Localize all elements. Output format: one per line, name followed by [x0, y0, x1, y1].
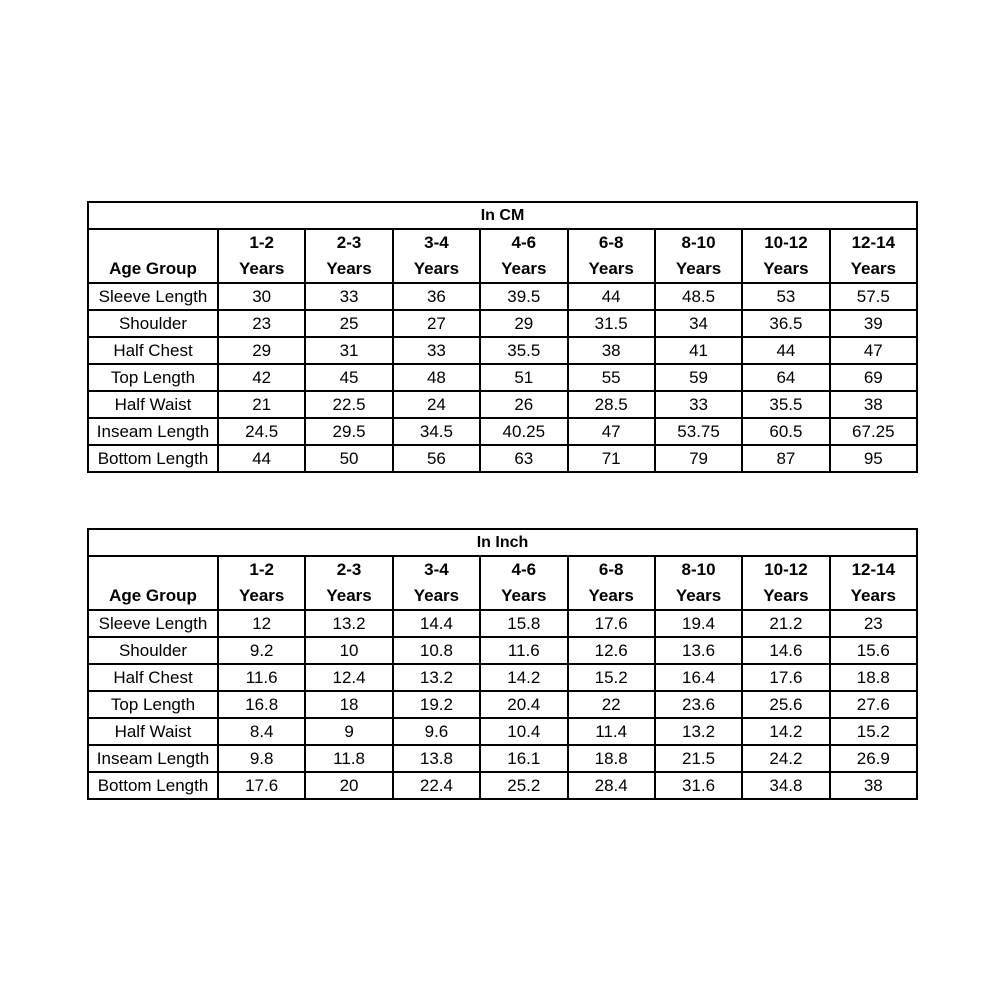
age-range-label: 8-10: [681, 233, 716, 252]
age-range-label: 3-4: [424, 560, 449, 579]
measurement-label: Half Waist: [88, 718, 218, 745]
age-column-header: [393, 229, 480, 283]
measurement-label: Inseam Length: [88, 418, 218, 445]
age-unit-label: Years: [763, 586, 809, 605]
measurement-value: 27: [393, 310, 480, 337]
age-unit-label: Years: [326, 586, 372, 605]
table-row: [88, 310, 917, 337]
measurement-value: 26.9: [830, 745, 917, 772]
age-range-label: 10-12: [764, 560, 808, 579]
measurement-value: 18: [305, 691, 392, 718]
measurement-value: 27.6: [830, 691, 917, 718]
measurement-value: 29.5: [305, 418, 392, 445]
measurement-value: 21.5: [655, 745, 742, 772]
measurement-value: 34.8: [742, 772, 829, 799]
table-row: [88, 364, 917, 391]
measurement-value: 17.6: [568, 610, 655, 637]
measurement-value: 29: [218, 337, 305, 364]
measurement-value: 25: [305, 310, 392, 337]
age-unit-label: Years: [413, 259, 460, 278]
measurement-label: Bottom Length: [88, 445, 218, 472]
measurement-value: 95: [830, 445, 917, 472]
measurement-label: Sleeve Length: [88, 610, 218, 637]
measurement-value: 16.4: [655, 664, 742, 691]
age-unit-label: Years: [675, 586, 722, 605]
age-range-label: 6-8: [598, 560, 624, 579]
measurement-label: Shoulder: [88, 637, 218, 664]
measurement-value: 24.2: [742, 745, 829, 772]
measurement-value: 51: [480, 364, 567, 391]
age-unit-label: Years: [850, 586, 896, 605]
age-column-header: [655, 229, 742, 283]
age-range-label: 12-14: [851, 233, 896, 252]
measurement-value: 63: [480, 445, 567, 472]
measurement-value: 14.2: [742, 718, 829, 745]
measurement-value: 38: [830, 391, 917, 418]
measurement-value: 20: [305, 772, 392, 799]
measurement-value: 35.5: [480, 337, 567, 364]
measurement-value: 14.4: [393, 610, 480, 637]
age-range-label: 1-2: [249, 233, 274, 252]
measurement-value: 42: [218, 364, 305, 391]
measurement-value: 31: [305, 337, 392, 364]
measurement-label: Half Waist: [88, 391, 218, 418]
table-title: In Inch: [88, 529, 917, 556]
age-unit-label: Years: [588, 586, 634, 605]
age-unit-label: Years: [850, 259, 896, 278]
measurement-value: 15.2: [830, 718, 917, 745]
age-range-label: 4-6: [511, 560, 537, 579]
age-column-header: [742, 229, 829, 283]
table-row: [88, 718, 917, 745]
measurement-value: 24: [393, 391, 480, 418]
age-range-label: 2-3: [336, 560, 362, 579]
measurement-value: 69: [830, 364, 917, 391]
measurement-value: 44: [218, 445, 305, 472]
measurement-value: 16.1: [480, 745, 567, 772]
inch-size-table: [87, 528, 918, 800]
age-column-header: [830, 556, 917, 610]
measurement-value: 67.25: [830, 418, 917, 445]
measurement-value: 31.5: [568, 310, 655, 337]
measurement-value: 10.4: [480, 718, 567, 745]
table-row: [88, 445, 917, 472]
measurement-value: 9.6: [393, 718, 480, 745]
measurement-value: 15.8: [480, 610, 567, 637]
measurement-value: 18.8: [568, 745, 655, 772]
measurement-value: 11.8: [305, 745, 392, 772]
measurement-value: 13.2: [393, 664, 480, 691]
measurement-label: Top Length: [88, 364, 218, 391]
age-unit-label: Years: [501, 259, 547, 278]
measurement-value: 19.2: [393, 691, 480, 718]
measurement-label: Inseam Length: [88, 745, 218, 772]
measurement-value: 34.5: [393, 418, 480, 445]
age-range-label: 3-4: [424, 233, 449, 252]
measurement-value: 14.6: [742, 637, 829, 664]
measurement-value: 55: [568, 364, 655, 391]
age-column-header: [568, 556, 655, 610]
measurement-value: 87: [742, 445, 829, 472]
measurement-value: 14.2: [480, 664, 567, 691]
measurement-label: Shoulder: [88, 310, 218, 337]
age-range-label: 2-3: [336, 233, 362, 252]
measurement-value: 30: [218, 283, 305, 310]
measurement-value: 48: [393, 364, 480, 391]
table-row: [88, 691, 917, 718]
measurement-value: 47: [830, 337, 917, 364]
measurement-value: 13.8: [393, 745, 480, 772]
measurement-value: 59: [655, 364, 742, 391]
cm-size-table: [87, 201, 918, 473]
measurement-value: 64: [742, 364, 829, 391]
measurement-value: 38: [568, 337, 655, 364]
measurement-value: 17.6: [218, 772, 305, 799]
table-row: [88, 283, 917, 310]
measurement-value: 25.2: [480, 772, 567, 799]
age-unit-label: Years: [238, 259, 285, 278]
measurement-value: 11.6: [480, 637, 567, 664]
measurement-value: 41: [655, 337, 742, 364]
measurement-value: 23: [830, 610, 917, 637]
measurement-value: 28.5: [568, 391, 655, 418]
age-group-header: Age Group: [88, 229, 218, 283]
age-range-label: 10-12: [764, 233, 808, 252]
age-column-header: [830, 229, 917, 283]
measurement-value: 25.6: [742, 691, 829, 718]
measurement-value: 13.2: [655, 718, 742, 745]
measurement-value: 11.6: [218, 664, 305, 691]
age-column-header: [742, 556, 829, 610]
age-unit-label: Years: [413, 586, 460, 605]
table-row: [88, 637, 917, 664]
measurement-label: Half Chest: [88, 337, 218, 364]
measurement-value: 12: [218, 610, 305, 637]
age-range-label: 6-8: [598, 233, 624, 252]
measurement-value: 33: [655, 391, 742, 418]
measurement-value: 40.25: [480, 418, 567, 445]
measurement-value: 47: [568, 418, 655, 445]
measurement-value: 8.4: [218, 718, 305, 745]
measurement-value: 13.2: [305, 610, 392, 637]
measurement-value: 39.5: [480, 283, 567, 310]
age-column-header: [480, 229, 567, 283]
table-header-row: [88, 556, 917, 610]
table-row: [88, 772, 917, 799]
table-row: [88, 391, 917, 418]
measurement-value: 23.6: [655, 691, 742, 718]
measurement-value: 24.5: [218, 418, 305, 445]
table-row: [88, 337, 917, 364]
measurement-value: 57.5: [830, 283, 917, 310]
measurement-value: 10.8: [393, 637, 480, 664]
measurement-value: 9.8: [218, 745, 305, 772]
measurement-value: 38: [830, 772, 917, 799]
measurement-value: 22.5: [305, 391, 392, 418]
table-row: [88, 418, 917, 445]
age-column-header: [305, 556, 392, 610]
age-column-header: [655, 556, 742, 610]
table-row: [88, 745, 917, 772]
measurement-value: 31.6: [655, 772, 742, 799]
measurement-value: 44: [568, 283, 655, 310]
measurement-value: 15.2: [568, 664, 655, 691]
measurement-value: 35.5: [742, 391, 829, 418]
measurement-value: 23: [218, 310, 305, 337]
measurement-value: 56: [393, 445, 480, 472]
measurement-value: 10: [305, 637, 392, 664]
measurement-label: Top Length: [88, 691, 218, 718]
measurement-value: 48.5: [655, 283, 742, 310]
measurement-value: 53.75: [655, 418, 742, 445]
age-column-header: [218, 229, 305, 283]
table-row: [88, 664, 917, 691]
measurement-value: 29: [480, 310, 567, 337]
measurement-value: 9: [305, 718, 392, 745]
table-title: In CM: [88, 202, 917, 229]
table-header-row: [88, 229, 917, 283]
measurement-value: 60.5: [742, 418, 829, 445]
table-row: [88, 610, 917, 637]
table-title-row: [88, 529, 917, 556]
measurement-label: Bottom Length: [88, 772, 218, 799]
measurement-value: 12.4: [305, 664, 392, 691]
measurement-value: 33: [305, 283, 392, 310]
measurement-value: 11.4: [568, 718, 655, 745]
age-unit-label: Years: [675, 259, 722, 278]
age-unit-label: Years: [326, 259, 372, 278]
age-range-label: 1-2: [249, 560, 274, 579]
measurement-value: 39: [830, 310, 917, 337]
age-unit-label: Years: [501, 586, 547, 605]
measurement-value: 36: [393, 283, 480, 310]
age-column-header: [480, 556, 567, 610]
measurement-value: 50: [305, 445, 392, 472]
measurement-value: 21.2: [742, 610, 829, 637]
age-column-header: [568, 229, 655, 283]
measurement-value: 13.6: [655, 637, 742, 664]
measurement-value: 28.4: [568, 772, 655, 799]
age-unit-label: Years: [588, 259, 634, 278]
table-title-row: [88, 202, 917, 229]
age-group-header: Age Group: [88, 556, 218, 610]
measurement-value: 26: [480, 391, 567, 418]
age-range-label: 8-10: [681, 560, 716, 579]
age-column-header: [393, 556, 480, 610]
age-range-label: 12-14: [851, 560, 896, 579]
measurement-label: Sleeve Length: [88, 283, 218, 310]
measurement-value: 9.2: [218, 637, 305, 664]
age-range-label: 4-6: [511, 233, 537, 252]
measurement-label: Half Chest: [88, 664, 218, 691]
measurement-value: 45: [305, 364, 392, 391]
age-unit-label: Years: [238, 586, 285, 605]
measurement-value: 15.6: [830, 637, 917, 664]
measurement-value: 20.4: [480, 691, 567, 718]
measurement-value: 18.8: [830, 664, 917, 691]
measurement-value: 79: [655, 445, 742, 472]
measurement-value: 44: [742, 337, 829, 364]
measurement-value: 53: [742, 283, 829, 310]
age-column-header: [305, 229, 392, 283]
measurement-value: 12.6: [568, 637, 655, 664]
measurement-value: 19.4: [655, 610, 742, 637]
measurement-value: 22: [568, 691, 655, 718]
measurement-value: 16.8: [218, 691, 305, 718]
measurement-value: 36.5: [742, 310, 829, 337]
measurement-value: 71: [568, 445, 655, 472]
measurement-value: 17.6: [742, 664, 829, 691]
age-column-header: [218, 556, 305, 610]
measurement-value: 33: [393, 337, 480, 364]
measurement-value: 21: [218, 391, 305, 418]
age-unit-label: Years: [763, 259, 809, 278]
measurement-value: 22.4: [393, 772, 480, 799]
measurement-value: 34: [655, 310, 742, 337]
